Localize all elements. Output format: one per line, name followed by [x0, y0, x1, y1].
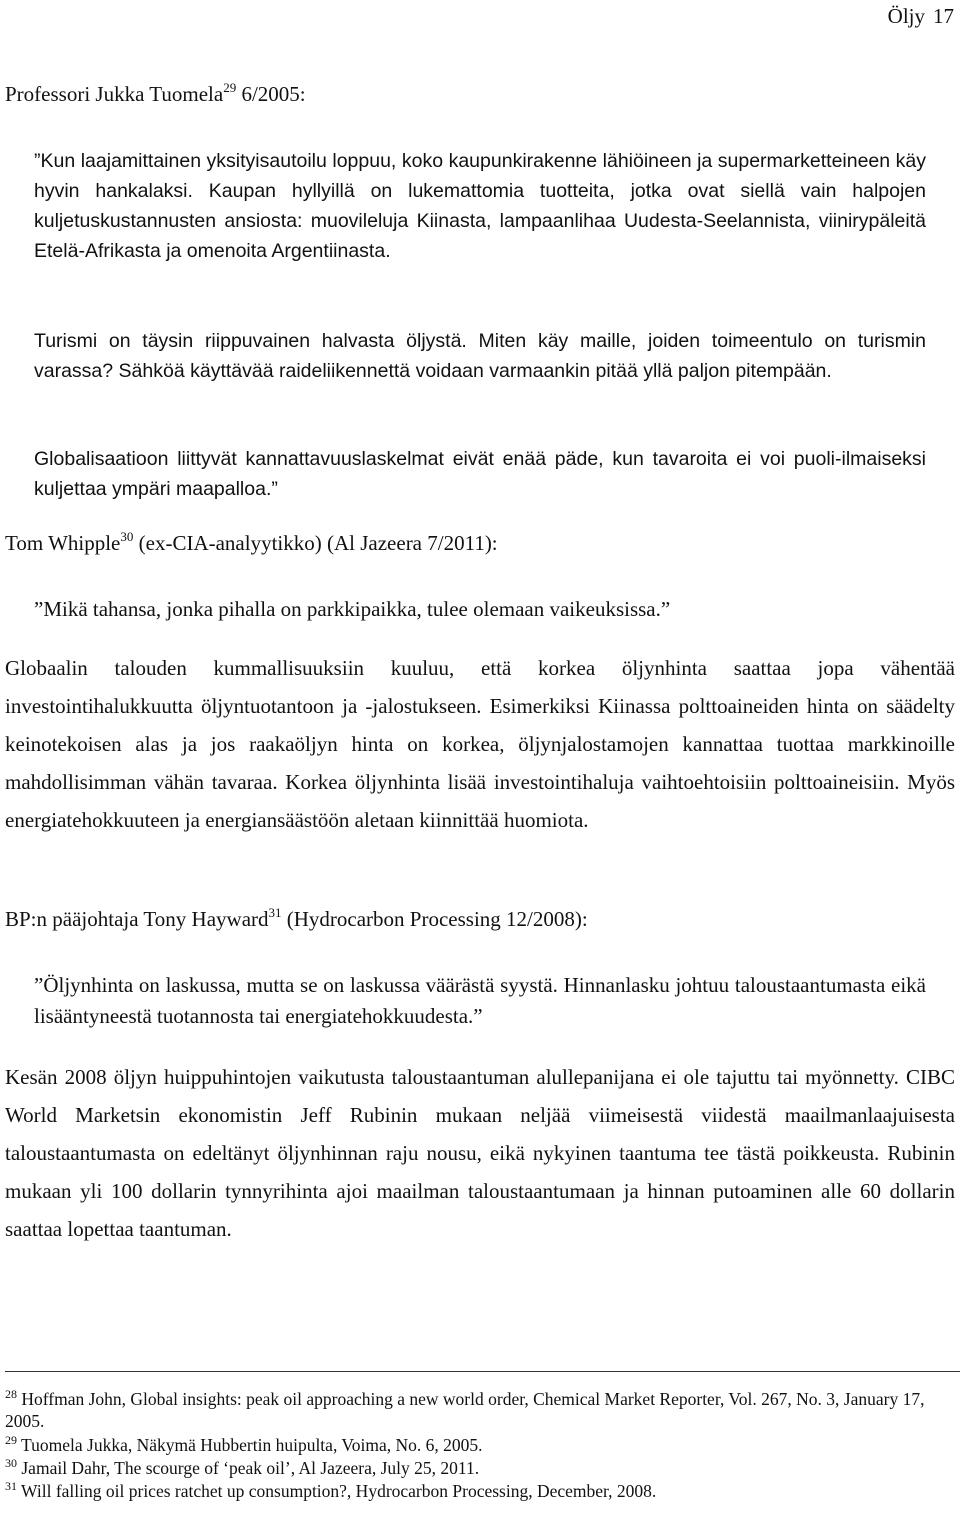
header-section-title: Öljy — [887, 4, 925, 28]
page-number: 17 — [933, 4, 954, 28]
footnote-29 — [5, 1434, 955, 1456]
whipple-intro-text: Tom Whipple — [5, 531, 121, 555]
whipple-intro — [5, 528, 955, 558]
footnote-ref-29: 29 — [223, 80, 237, 95]
footnote-number: 31 — [5, 1479, 17, 1493]
footnote-text: Hoffman John, Global insights: peak oil approaching a new world order, Chemical Market Reporter, Vol. 267, No. 3, January 17, 2005. — [5, 1389, 925, 1431]
hayward-intro — [5, 904, 955, 934]
tuomela-intro — [5, 79, 955, 109]
tuomela-quote-2: Turismi on täysin riippuvainen halvasta öljystä. Miten käy maille, joiden toimeentulo on turismin varassa? Sähköä käyttävää raideliikennettä voidaan varmaankin pitää yllä paljon pitempään. — [34, 330, 926, 382]
whipple-intro-tail: (ex-CIA-analyytikko) (Al Jazeera 7/2011): — [133, 531, 498, 555]
tuomela-intro-text: Professori Jukka Tuomela — [5, 82, 224, 106]
hayward-intro-text: BP:n pääjohtaja Tony Hayward — [5, 907, 269, 931]
tuomela-quote-1: ”Kun laajamittainen yksityisautoilu loppuu, koko kaupunkirakenne lähiöineen ja supermarketteineen käy hyvin hankalaksi. Kaupan hyllyillä on lukemattomia tuotteita, jotka ovat siellä vain halpojen kuljetuskustannusten ansiosta: muovileluja Kiinasta, lampaanlihaa Uudesta-Seelannista, viinirypäleitä Etelä-Afrikasta ja omenoita Argentiinasta. — [34, 150, 926, 262]
footnote-31 — [5, 1480, 955, 1502]
footnote-text: Tuomela Jukka, Näkymä Hubbertin huipulta, Voima, No. 6, 2005. — [17, 1435, 483, 1455]
footnote-28 — [5, 1388, 955, 1432]
footnote-30 — [5, 1457, 955, 1479]
hayward-intro-tail: (Hydrocarbon Processing 12/2008): — [281, 907, 588, 931]
footnote-ref-30: 30 — [120, 529, 134, 544]
kesan-2008-paragraph: Kesän 2008 öljyn huippuhintojen vaikutusta taloustaantuman alullepanijana ei ole tajuttu tai myönnetty. CIBC World Marketsin ekonomistin Jeff Rubinin mukaan neljää viimeisestä viidestä maailmanlaajuisesta taloustaantumasta on edeltänyt öljynhinnan raju nousu, eikä nykyinen taantuma tee tästä poikkeusta. Rubinin mukaan yli 100 dollarin tynnyrihinta ajoi maailman taloustaantumaan ja hinnan putoaminen alle 60 dollarin saattaa lopettaa taantuman. — [5, 1065, 955, 1241]
footnote-text: Jamail Dahr, The scourge of ‘peak oil’, Al Jazeera, July 25, 2011. — [17, 1458, 480, 1478]
footnote-number: 29 — [5, 1433, 17, 1447]
footnote-text: Will falling oil prices ratchet up consumption?, Hydrocarbon Processing, December, 2008. — [17, 1481, 657, 1501]
footnote-number: 28 — [5, 1387, 17, 1401]
footnote-divider — [5, 1371, 960, 1372]
footnote-ref-31: 31 — [268, 905, 282, 920]
whipple-quote: ”Mikä tahansa, jonka pihalla on parkkipaikka, tulee olemaan vaikeuksissa.” — [34, 597, 671, 621]
footnote-number: 30 — [5, 1456, 17, 1470]
tuomela-quote-3: Globalisaatioon liittyvät kannattavuuslaskelmat eivät enää päde, kun tavaroita ei voi puoli-ilmaiseksi kuljettaa ympäri maapalloa.” — [34, 448, 926, 500]
hayward-quote: ”Öljynhinta on laskussa, mutta se on laskussa väärästä syystä. Hinnanlasku johtuu taloustaantumasta eikä lisääntyneestä tuotannosta tai energiatehokkuudesta.” — [34, 973, 926, 1028]
running-header — [888, 2, 954, 30]
globaali-paragraph: Globaalin talouden kummallisuuksiin kuuluu, että korkea öljynhinta saattaa jopa vähentää investointihalukkuutta öljyntuotantoon ja -jalostukseen. Esimerkiksi Kiinassa polttoaineiden hinta on säädelty keinotekoisen alas ja jos raakaöljyn hinta on korkea, öljynjalostamojen kannattaa tuottaa markkinoille mahdollisimman vähän tavaraa. Korkea öljynhinta lisää investointihaluja vaihtoehtoisiin polttoaineisiin. Myös energiatehokkuuteen ja energiansäästöön aletaan kiinnittää huomiota. — [5, 656, 955, 832]
tuomela-intro-tail: 6/2005: — [236, 82, 306, 106]
